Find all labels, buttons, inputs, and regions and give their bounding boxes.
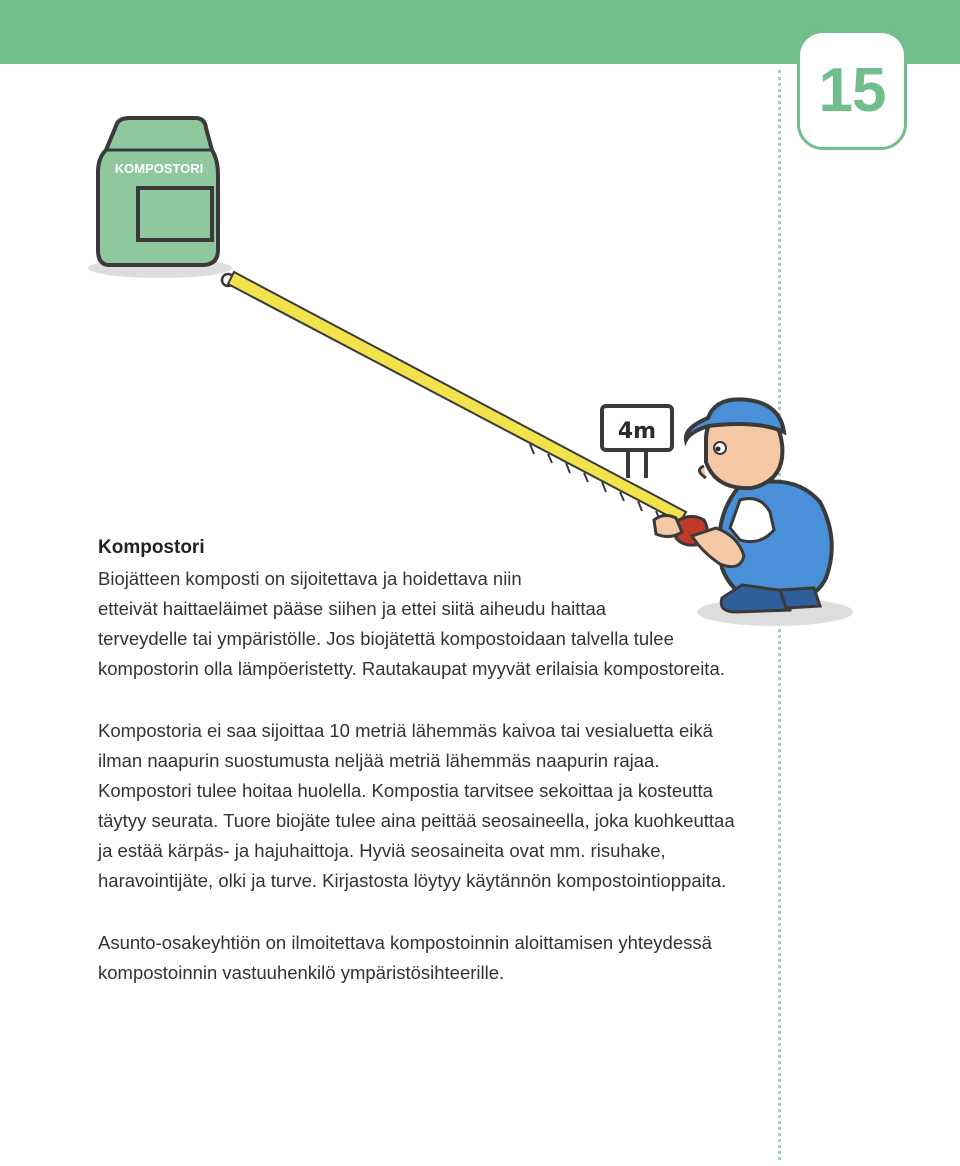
paragraph-intro <box>98 564 758 684</box>
paragraph-notification <box>98 928 758 988</box>
paragraph-line: haravointijäte, olki ja turve. Kirjastosta löytyy käytännön kompostointioppaita. <box>98 870 727 891</box>
paragraph-line: ja estää kärpäs- ja hajuhaittoja. Hyviä seosaineita ovat mm. risuhake, <box>98 840 666 861</box>
page-number: 15 <box>818 55 886 125</box>
paragraph-line: Kompostoria ei saa sijoittaa 10 metriä lähemmäs kaivoa tai vesialuetta eikä <box>98 720 713 741</box>
paragraph-line: terveydelle tai ympäristölle. Jos biojätettä kompostoidaan talvella tulee <box>98 628 674 649</box>
measuring-tape <box>222 272 686 522</box>
paragraph-line: Asunto-osakeyhtiön on ilmoitettava kompostoinnin aloittamisen yhteydessä <box>98 932 712 953</box>
paragraph-line: ilman naapurin suostumusta neljää metriä lähemmäs naapurin rajaa. <box>98 750 660 771</box>
paragraph-line: etteivät haittaeläimet pääse siihen ja ettei siitä aiheudu haittaa <box>98 598 607 619</box>
sign-text: 4m <box>617 419 657 444</box>
compost-bin-illustration <box>88 118 232 278</box>
section-heading: Kompostori <box>98 537 205 558</box>
distance-sign <box>602 406 672 478</box>
paragraph-placement-rules <box>98 716 758 896</box>
paragraph-line: Kompostori tulee hoitaa huolella. Kompostia tarvitsee sekoittaa ja kosteutta <box>98 780 713 801</box>
paragraph-line: Biojätteen komposti on sijoitettava ja hoidettava niin <box>98 568 522 589</box>
paragraph-line: kompostoinnin vastuuhenkilö ympäristösihteerille. <box>98 962 505 983</box>
paragraph-line: kompostorin olla lämpöeristetty. Rautakaupat myyvät erilaisia kompostoreita. <box>98 658 725 679</box>
paragraph-line: täytyy seurata. Tuore biojäte tulee aina peittää seosaineella, joka kuohkeuttaa <box>98 810 735 831</box>
bin-label: KOMPOSTORI <box>114 161 204 176</box>
